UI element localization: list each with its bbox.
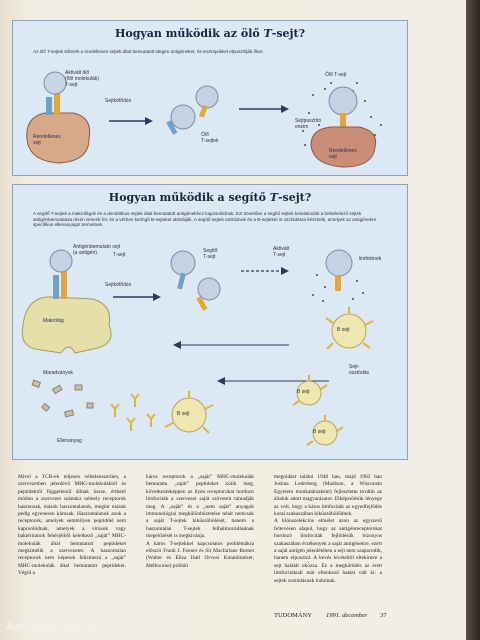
label-segito: Segítő T-sejt bbox=[203, 248, 218, 260]
killer-t-cell bbox=[196, 86, 218, 108]
t-cell-receptor bbox=[44, 72, 66, 94]
label-abnormal: Rendellenes sejt bbox=[33, 134, 61, 146]
label-bsejt4: B sejt bbox=[177, 411, 190, 417]
label-fragments: Maradványok bbox=[43, 370, 74, 376]
t-cell-receptor bbox=[50, 250, 72, 272]
macrophage bbox=[22, 297, 111, 353]
label-bsejt3: B sejt bbox=[313, 429, 326, 435]
label-bsejt2: B sejt bbox=[297, 389, 310, 395]
killer-t-cell-diagram bbox=[12, 20, 408, 176]
killer-t-cell bbox=[171, 105, 195, 129]
label-binding: Sejtkötődés bbox=[105, 98, 132, 104]
label-antibody: Ellenanyag bbox=[57, 438, 82, 444]
label-aktiv: Aktivált T-sejt bbox=[273, 246, 290, 258]
article-column-3: megoldást találni 1948 ban, majd 1963 ban Joshua Lederberg (Madison, a Wisconsin Egyetem munkatársaként) fejlesztette tovább az általuk adott magyarázatot. Elképzelésük lényege az volt, hogy a káros limfociták az egyedfejlődés korai szakaszában kiküszöbölődnek. A klónszelekciós elmélet azon az egyszerű feltevésen alapul, hogy az antigénreceptorokat hordozó limfociták fejlődésük bizonyos szakaszában érzékenyek a saját antigénekre, ezért a saját antigén jelenlétében a sejt nem szaporodik, hanem elpusztul. A kevés kivételtől eltekintve a sejt halálát okozza. Ez a megkötődés az érett limfocitáknál már ellenkező hatást vált ki: a sejtek osztódásnak indulnak. bbox=[274, 474, 382, 584]
label-ag: Antigénbemutató sejt (a antigén) bbox=[73, 244, 120, 256]
dying-cell bbox=[311, 127, 376, 167]
footer-date: 1991. december bbox=[326, 612, 368, 619]
killer-t-cell bbox=[329, 87, 357, 115]
arrow-icon bbox=[173, 341, 181, 349]
antigen-peptide bbox=[54, 93, 60, 115]
watermark: Antikvárium.hu bbox=[6, 620, 102, 633]
diagram2-title: Hogyan működik a segítő T-sejt? bbox=[108, 191, 312, 204]
diagram1-title: Hogyan működik az ölő T-sejt? bbox=[114, 27, 306, 40]
label-lymph: limfokinek bbox=[359, 256, 382, 262]
arrow-icon bbox=[145, 117, 153, 125]
diagram2-caption: A segítő T-sejtek a makrofágok és a dendritikus sejtek által bemutatott antigénekhez kapcsolódnak. Ezt követően a segítő sejtek betolakodóit a bekebelező sejtek antigénbemutatása révén ismerik fel, és a vérben keringő B-sejteket aktiválják. A segítő sejtek osztódnak és a B-sejteket is osztódásra késztetik, amelyek az antigénekre specifikus ellenanyagot termelnek. bbox=[33, 211, 377, 228]
label-lysis: Sejtpusztító enzim bbox=[295, 118, 322, 130]
activated-t-cell bbox=[326, 250, 352, 276]
arrow-icon bbox=[217, 377, 225, 385]
book-spine bbox=[466, 0, 480, 640]
label-dead: Rendellenes sejt bbox=[329, 148, 357, 160]
label-tsejt: T-sejt bbox=[113, 252, 126, 258]
label-tcell: Aktivált ölő (őlő molekulák) T-sejt bbox=[65, 70, 99, 88]
arrow-icon bbox=[281, 267, 289, 275]
article-column-2: káros receptorok a „saját” MHC-molekulák bemutatta „saját” peptideket kötik meg, következésképpen az ilyen receptorokat hordozó limfociták a szervezet saját szöveteit támadják meg. A „saját” és a „nem saját” anyagok immunológiai megkülönböztetése tehát nemcsak a saját T-sejtek kiküszöbölését, hanem a haszontalan T-sejtek felhalmozódásának megelőzését is megkívánja. A káros T-sejtekkel kapcsolatos problémákra először Frank J. Fenner és Sir Macfarlane Burnet (Walter és Eliza Hall Orvosi Kutatóintézet, Melbourne) próbált bbox=[146, 474, 254, 569]
footer-magazine: TUDOMÁNY bbox=[274, 612, 312, 619]
label-macro: Makrofág bbox=[43, 318, 64, 324]
label-killer: Ölő T-sejtek bbox=[201, 132, 219, 144]
footer-page: 37 bbox=[380, 612, 387, 619]
diagram2-illustration bbox=[13, 185, 407, 459]
fragments bbox=[32, 380, 93, 417]
label-division: Sejt- osztódás bbox=[349, 364, 370, 376]
arrow-icon bbox=[153, 293, 161, 301]
arrow-icon bbox=[281, 105, 289, 113]
label-bsejt1: B sejt bbox=[337, 327, 350, 333]
label-kt: Ölő T-sejt bbox=[325, 72, 347, 78]
helper-t-cell bbox=[171, 251, 195, 275]
label-bind: Sejtkötődés bbox=[105, 282, 132, 288]
article-column-1: Mivel a TCR-ek teljesen véletlenszerűen, a szervezetben jelenlévő MHC-molekuláktól és peptidektől függetlenül állnak össze, érthető módon a szervezet számára némely receptorok hasznosak, mások haszontalanok, megint mások pedig egyenesen károsak. Haszontalanok azok a receptorok, amelyek semmilyen peptiddel nem kapcsolódnak, amelyek a vírusok vagy baktériumok fehérjéiből keletkező „saját” MHC-molekulák által bemutatott peptideket megkímélik a szervezetet. A haszontalan receptorok nem képesek felismerni a „saját” MHC-molekulák által bemutatott peptideket. Végül a bbox=[18, 474, 126, 577]
helper-t-cell-diagram bbox=[12, 184, 408, 460]
mhc-molecule bbox=[46, 97, 52, 115]
diagram1-caption: Az ölő T-sejtek Killerek a rendellenes sejtek által bemutatott idegen antigéneket, és enzimjeikkel elpusztítják őket. bbox=[33, 49, 264, 54]
antibody-icons bbox=[111, 394, 155, 431]
helper-t-cell bbox=[198, 278, 220, 300]
